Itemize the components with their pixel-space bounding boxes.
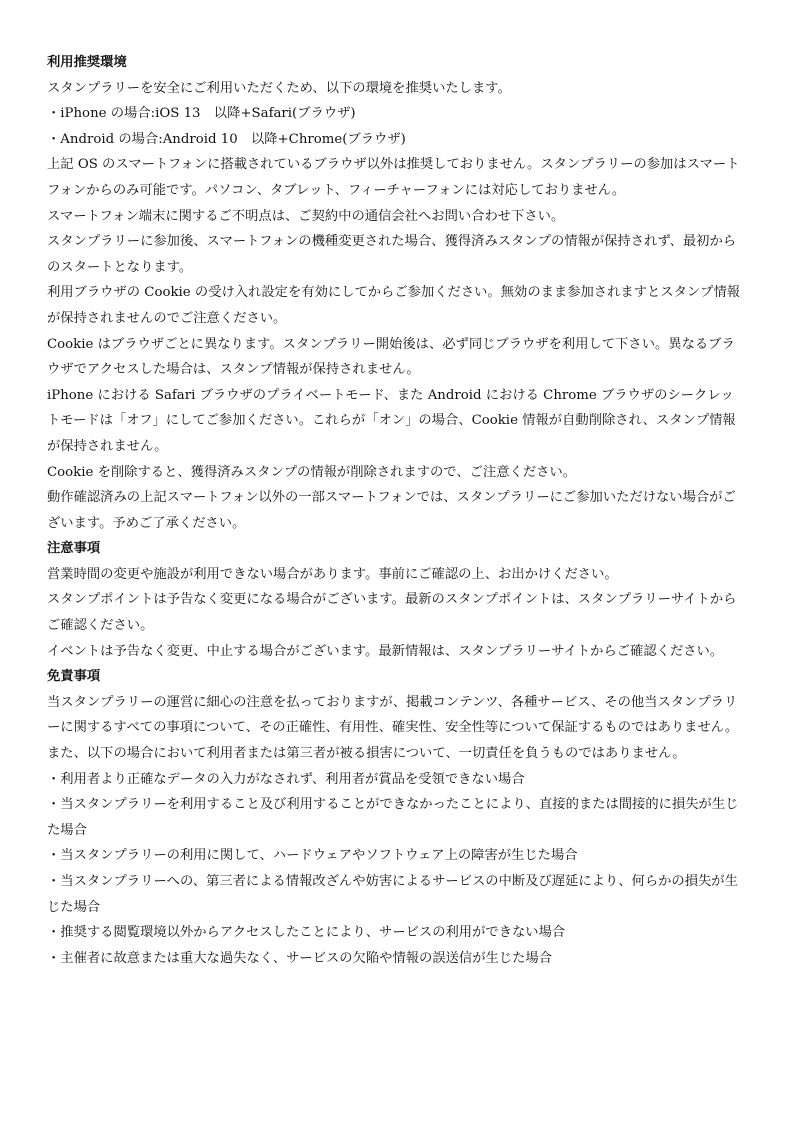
bullet-item: ・主催者に故意または重大な過失なく、サービスの欠陥や情報の誤送信が生じた場合: [47, 950, 553, 966]
paragraph: Cookie はブラウザごとに異なります。スタンプラリー開始後は、必ず同じブラウザを利用して下さい。異なるブラウザでアクセスした場合は、スタンプ情報が保持されません。: [47, 336, 735, 378]
bullet-item: ・利用者より正確なデータの入力がなされず、利用者が賞品を受領できない場合: [47, 771, 525, 787]
bullet-item: ・当スタンプラリーへの、第三者による情報改ざんや妨害によるサービスの中断及び遅延により、何らかの損失が生じた場合: [47, 874, 738, 915]
paragraph: 営業時間の変更や施設が利用できない場合があります。事前にご確認の上、お出かけください。: [47, 566, 618, 582]
paragraph: スタンプラリーに参加後、スマートフォンの機種変更された場合、獲得済みスタンプの情報が保持されず、最初からのスタートとなります。: [47, 234, 737, 275]
paragraph: スタンプラリーを安全にご利用いただくため、以下の環境を推奨いたします。: [47, 80, 511, 96]
bullet-item: ・Android の場合:Android 10 以降+Chrome(ブラウザ): [47, 131, 406, 147]
paragraph: 利用ブラウザの Cookie の受け入れ設定を有効にしてからご参加ください。無効のまま参加されますとスタンプ情報が保持されませんのでご注意ください。: [47, 285, 741, 326]
paragraph: iPhone における Safari ブラウザのプライベートモード、また Android における Chrome ブラウザのシークレットモードは「オフ」にしてご参加ください。これらが「オン」の場合、Cookie 情報が自動削除され、スタンプ情報が保持されません。: [47, 387, 736, 454]
bullet-item: ・当スタンプラリーの利用に関して、ハードウェアやソフトウェア上の障害が生じた場合: [47, 848, 578, 864]
paragraph: イベントは予告なく変更、中止する場合がございます。最新情報は、スタンプラリーサイトからご確認ください。: [47, 643, 724, 659]
document-page: [47, 50, 747, 971]
paragraph: スタンプポイントは予告なく変更になる場合がございます。最新のスタンプポイントは、スタンプラリーサイトからご確認ください。: [47, 592, 737, 634]
section-heading-recommended-environment: 利用推奨環境: [47, 55, 127, 70]
paragraph: 上記 OS のスマートフォンに搭載されているブラウザ以外は推奨しておりません。スタンプラリーの参加はスマートフォンからのみ可能です。パソコン、タブレット、フィーチャーフォンには対応しておりません。: [47, 157, 740, 198]
paragraph: スマートフォン端末に関するご不明点は、ご契約中の通信会社へお問い合わせ下さい。: [47, 208, 565, 224]
section-heading-notes: 注意事項: [47, 541, 101, 557]
bullet-item: ・iPhone の場合:iOS 13 以降+Safari(ブラウザ): [47, 106, 356, 122]
paragraph: 動作確認済みの上記スマートフォン以外の一部スマートフォンでは、スタンプラリーにご参加いただけない場合がございます。予めご了承ください。: [47, 490, 736, 531]
bullet-item: ・推奨する閲覧環境以外からアクセスしたことにより、サービスの利用ができない場合: [47, 925, 566, 941]
paragraph: Cookie を削除すると、獲得済みスタンプの情報が削除されますので、ご注意ください。: [47, 464, 577, 480]
section-heading-disclaimer: 免責事項: [47, 669, 101, 685]
paragraph: 当スタンプラリーの運営に細心の注意を払っておりますが、掲載コンテンツ、各種サービス、その他当スタンプラリーに関するすべての事項について、その正確性、有用性、確実性、安全性等について保証するものではありません。また、以下の場合において利用者または第三者が被る損害について、一切責任を負うものではありません。: [47, 694, 739, 762]
bullet-item: ・当スタンプラリーを利用すること及び利用することができなかったことにより、直接的または間接的に損失が生じた場合: [47, 797, 739, 838]
